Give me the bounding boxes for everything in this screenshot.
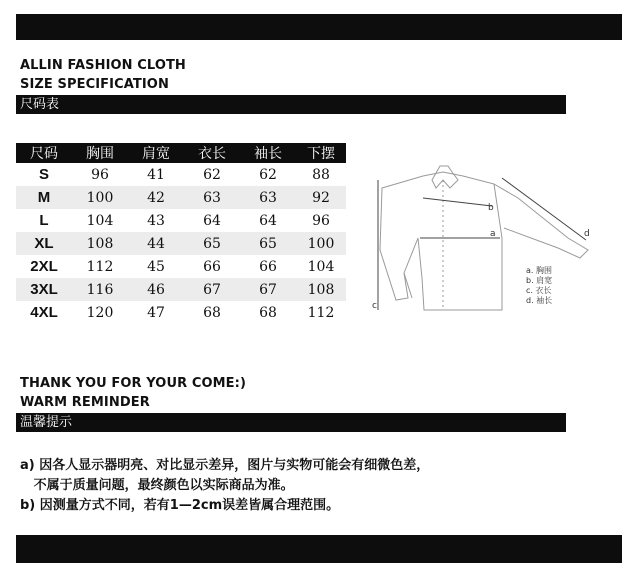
brand-title: ALLIN FASHION CLOTH xyxy=(20,58,186,73)
hem-cell: 112 xyxy=(307,304,335,321)
table-row xyxy=(16,209,346,232)
size-cell: L xyxy=(39,212,49,229)
legend-item: a. 胸围 xyxy=(526,266,552,275)
size-cell: XL xyxy=(16,232,72,255)
warm-reminder-title: WARM REMINDER xyxy=(20,395,150,410)
hem-cell: 100 xyxy=(296,232,346,255)
size-spec-title: SIZE SPECIFICATION xyxy=(20,77,169,92)
legend-item: b. 肩宽 xyxy=(526,276,553,285)
shoulder-cell: 47 xyxy=(147,304,165,321)
chest-cell: 120 xyxy=(86,304,114,321)
chest-cell: 108 xyxy=(72,232,128,255)
table-row xyxy=(16,301,346,324)
size-table-header xyxy=(16,143,346,163)
legend-item: d. 袖长 xyxy=(526,296,553,305)
length-cell: 67 xyxy=(184,278,240,301)
length-cell: 62 xyxy=(203,166,221,183)
col-header-length: 衣长 xyxy=(184,143,240,163)
col-header-shoulder: 肩宽 xyxy=(128,143,184,163)
sleeve-cell: 64 xyxy=(259,212,277,229)
chest-cell: 96 xyxy=(91,166,109,183)
shoulder-cell: 41 xyxy=(147,166,165,183)
size-cell: 4XL xyxy=(30,304,58,321)
size-cell: M xyxy=(16,186,72,209)
size-table xyxy=(16,143,346,324)
marker-a: a xyxy=(490,229,496,239)
size-cell: 2XL xyxy=(30,258,58,275)
chest-cell: 112 xyxy=(86,258,114,275)
note-line: 不属于质量问题，最终颜色以实际商品为准。 xyxy=(20,478,294,493)
size-cell: 3XL xyxy=(16,278,72,301)
sleeve-cell: 63 xyxy=(240,186,296,209)
shirt-collar xyxy=(432,166,458,188)
hem-cell: 88 xyxy=(312,166,330,183)
length-cell: 68 xyxy=(203,304,221,321)
legend-item: c. 衣长 xyxy=(526,286,552,295)
chest-cell: 100 xyxy=(72,186,128,209)
col-header-size: 尺码 xyxy=(16,143,72,163)
top-black-bar xyxy=(16,14,622,40)
shoulder-cell: 44 xyxy=(128,232,184,255)
col-header-chest: 胸围 xyxy=(72,143,128,163)
sleeve-cell: 67 xyxy=(240,278,296,301)
shoulder-cell: 43 xyxy=(147,212,165,229)
length-cell: 65 xyxy=(184,232,240,255)
size-chart-label: 尺码表 xyxy=(16,95,566,114)
sleeve-cell: 68 xyxy=(259,304,277,321)
hem-cell: 108 xyxy=(296,278,346,301)
col-header-sleeve: 袖长 xyxy=(240,143,296,163)
sleeve-cell: 65 xyxy=(240,232,296,255)
table-row xyxy=(16,255,346,278)
thanks-title: THANK YOU FOR YOUR COME:) xyxy=(20,376,246,391)
table-row xyxy=(16,186,346,209)
note-line: a) 因各人显示器明亮、对比显示差异，图片与实物可能会有细微色差， xyxy=(20,458,430,473)
sleeve-measure-line xyxy=(502,178,586,240)
shoulder-cell: 46 xyxy=(128,278,184,301)
shirt-measurement-diagram xyxy=(368,158,608,318)
length-cell: 63 xyxy=(184,186,240,209)
reminder-label: 温馨提示 xyxy=(16,413,566,432)
length-cell: 66 xyxy=(203,258,221,275)
shirt-cuff xyxy=(404,273,412,298)
bottom-black-bar xyxy=(16,535,622,563)
hem-cell: 92 xyxy=(296,186,346,209)
note-line: b) 因测量方式不同，若有1—2cm误差皆属合理范围。 xyxy=(20,498,340,513)
diagram-legend xyxy=(526,266,552,306)
sleeve-cell: 66 xyxy=(259,258,277,275)
hem-cell: 104 xyxy=(307,258,335,275)
shoulder-measure-line xyxy=(423,198,492,206)
table-row xyxy=(16,278,346,301)
shirt-body-outline xyxy=(380,172,502,310)
shoulder-cell: 42 xyxy=(128,186,184,209)
hem-cell: 96 xyxy=(312,212,330,229)
chest-cell: 104 xyxy=(86,212,114,229)
sleeve-cell: 62 xyxy=(259,166,277,183)
size-cell: S xyxy=(38,166,49,183)
shoulder-cell: 45 xyxy=(147,258,165,275)
col-header-hem: 下摆 xyxy=(296,143,346,163)
length-cell: 64 xyxy=(203,212,221,229)
marker-b: b xyxy=(488,203,494,213)
marker-c: c xyxy=(372,301,377,311)
shirt-sleeve xyxy=(494,184,588,258)
table-row xyxy=(16,163,346,186)
reminder-notes xyxy=(20,456,429,516)
table-row xyxy=(16,232,346,255)
marker-d: d xyxy=(584,229,590,239)
chest-cell: 116 xyxy=(72,278,128,301)
